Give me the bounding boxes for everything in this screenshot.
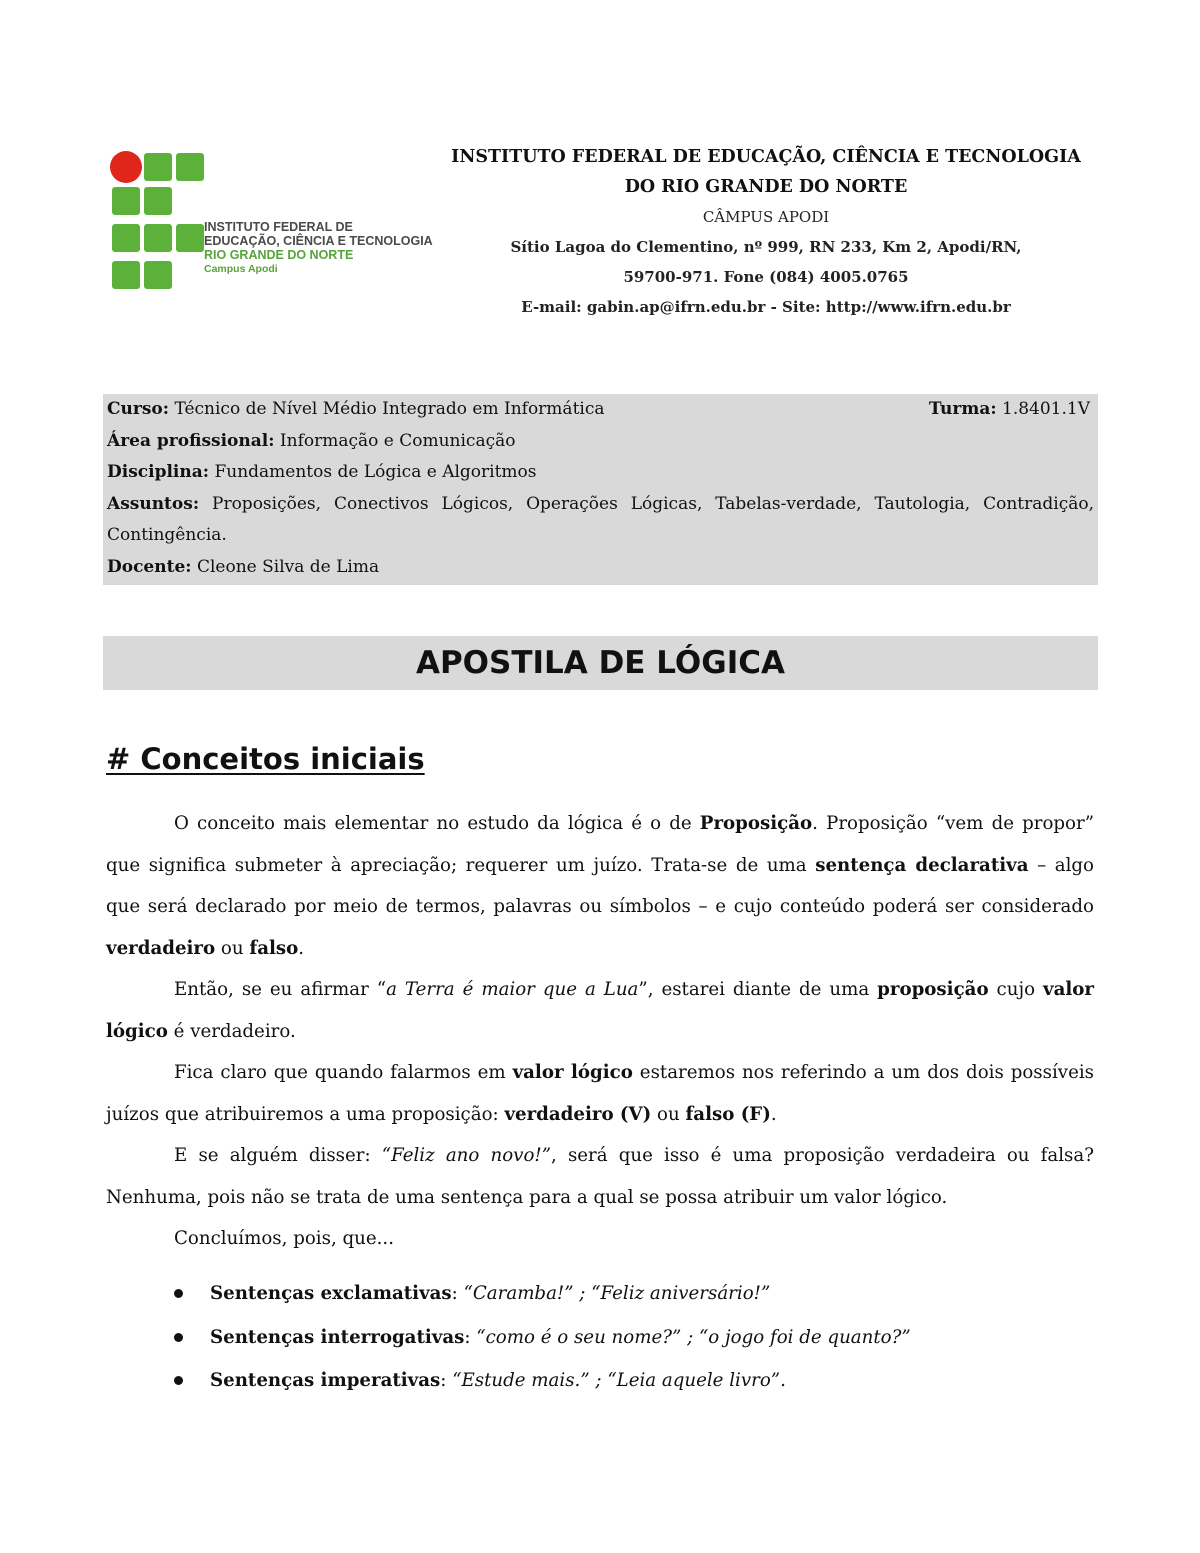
disciplina-value: Fundamentos de Lógica e Algoritmos xyxy=(209,462,537,482)
bullet-dot-icon xyxy=(174,1376,183,1385)
paragraph-2 xyxy=(106,969,1094,1052)
contact-line: E-mail: gabin.ap@ifrn.edu.br - Site: http://www.ifrn.edu.br xyxy=(521,298,1011,316)
bold-term: sentença declarativa xyxy=(815,854,1029,876)
logo-square xyxy=(144,224,172,252)
text-run: é verdadeiro. xyxy=(167,1020,296,1042)
bold-term: valor lógico xyxy=(106,979,1094,1042)
ifrn-logo xyxy=(108,148,433,298)
docente-label: Docente: xyxy=(107,556,192,577)
bullet-label: Sentenças imperativas xyxy=(210,1370,441,1391)
bullet-separator: : xyxy=(464,1326,477,1348)
curso-value: Técnico de Nível Médio Integrado em Informática xyxy=(169,399,605,419)
assuntos-line xyxy=(107,489,1094,552)
logo-line-1: INSTITUTO FEDERAL DE xyxy=(204,220,353,234)
list-item xyxy=(106,1316,1094,1360)
bold-term: falso (F) xyxy=(685,1103,771,1125)
text-run: ”, estarei diante de uma xyxy=(638,979,878,1000)
logo-red-dot xyxy=(110,151,142,183)
paragraph-3 xyxy=(106,1052,1094,1135)
logo-square xyxy=(112,224,140,252)
body-text xyxy=(106,803,1094,1260)
address-line-1: Sítio Lagoa do Clementino, nº 999, RN 233, Km 2, Apodi/RN, xyxy=(510,238,1022,256)
text-run: cujo xyxy=(988,979,1044,1000)
document-title: APOSTILA DE LÓGICA xyxy=(103,636,1098,690)
logo-square xyxy=(176,153,204,181)
bold-term: verdadeiro (V) xyxy=(504,1103,652,1125)
docente-line xyxy=(107,552,1094,584)
text-run: . xyxy=(298,937,305,959)
logo-square xyxy=(112,261,140,289)
italic-quote: a Terra é maior que a Lua xyxy=(386,979,639,1000)
italic-quote: “Feliz ano novo!” xyxy=(381,1145,551,1166)
paragraph-4 xyxy=(106,1135,1094,1218)
logo-line-2: EDUCAÇÃO, CIÊNCIA E TECNOLOGIA xyxy=(204,234,433,248)
bold-term: verdadeiro xyxy=(106,937,216,959)
course-info-box xyxy=(103,394,1098,585)
bold-term: Proposição xyxy=(699,813,813,834)
turma-value: 1.8401.1V xyxy=(996,399,1090,419)
bullet-separator: : xyxy=(440,1370,453,1391)
text-run: . Proposição “vem de propor” que significa submeter à apreciação; requerer um juízo. Trata-se de uma xyxy=(106,813,1094,876)
assuntos-label: Assuntos: xyxy=(107,493,200,514)
turma-line xyxy=(929,394,1090,426)
list-item xyxy=(106,1359,1094,1403)
logo-square xyxy=(176,224,204,252)
institution-line-2: DO RIO GRANDE DO NORTE xyxy=(624,177,908,197)
disciplina-line xyxy=(107,457,1094,489)
logo-squares xyxy=(108,148,208,294)
disciplina-label: Disciplina: xyxy=(107,462,210,482)
bullet-example: “como é o seu nome?” ; “o jogo foi de quanto?” xyxy=(476,1326,911,1348)
turma-label: Turma: xyxy=(928,399,997,419)
bullet-example: “Estude mais.” ; “Leia aquele livro”. xyxy=(452,1370,786,1391)
area-value: Informação e Comunicação xyxy=(274,430,516,451)
text-run: – algo que será declarado por meio de termos, palavras ou símbolos – e cujo conteúdo poderá ser considerado xyxy=(106,854,1094,917)
list-item xyxy=(106,1272,1094,1316)
institution-line-1: INSTITUTO FEDERAL DE EDUCAÇÃO, CIÊNCIA E TECNOLOGIA xyxy=(451,147,1081,167)
area-label: Área profissional: xyxy=(107,430,275,451)
logo-line-4: Campus Apodi xyxy=(204,263,278,275)
logo-square xyxy=(112,187,140,215)
assuntos-value: Proposições, Conectivos Lógicos, Operações Lógicas, Tabelas-verdade, Tautologia, Contradição, Contingência. xyxy=(107,493,1094,545)
docente-value: Cleone Silva de Lima xyxy=(191,556,380,577)
text-run: ou xyxy=(215,937,250,959)
text-run: Fica claro que quando falarmos em xyxy=(174,1062,513,1083)
sentence-types-list xyxy=(106,1272,1094,1403)
logo-line-3: RIO GRANDE DO NORTE xyxy=(204,248,354,262)
text-run: estaremos nos referindo a um dos dois possíveis juízos que atribuiremos a uma proposição: xyxy=(106,1062,1094,1125)
logo-square xyxy=(144,187,172,215)
section-heading: # Conceitos iniciais xyxy=(106,742,425,776)
text-run: Então, se eu afirmar “ xyxy=(174,979,387,1000)
bold-term: proposição xyxy=(877,979,989,1000)
bullet-dot-icon xyxy=(174,1333,183,1342)
bullet-dot-icon xyxy=(174,1289,183,1298)
logo-square xyxy=(144,153,172,181)
bold-term: valor lógico xyxy=(512,1062,633,1083)
address-line-2: 59700-971. Fone (084) 4005.0765 xyxy=(623,268,909,286)
text-run: ou xyxy=(651,1103,686,1125)
logo-wordmark xyxy=(204,220,434,276)
bullet-example: “Caramba!” ; “Feliz aniversário!” xyxy=(463,1283,771,1304)
area-line xyxy=(107,426,1094,458)
campus-name: CÂMPUS APODI xyxy=(702,208,830,226)
paragraph-1 xyxy=(106,803,1094,969)
bullet-separator: : xyxy=(451,1283,464,1304)
paragraph-5: Concluímos, pois, que... xyxy=(174,1228,394,1249)
text-run: . xyxy=(770,1103,777,1125)
bold-term: falso xyxy=(249,937,299,959)
bullet-label: Sentenças exclamativas xyxy=(210,1283,452,1304)
curso-label: Curso: xyxy=(107,399,170,419)
text-run: , será que isso é uma proposição verdadeira ou falsa? Nenhuma, pois não se trata de uma sentença para a qual se possa atribuir um valor lógico. xyxy=(106,1145,1094,1208)
institution-header xyxy=(430,142,1102,322)
text-run: O conceito mais elementar no estudo da lógica é o de xyxy=(174,813,700,834)
logo-square xyxy=(144,261,172,289)
text-run: E se alguém disser: xyxy=(174,1145,382,1166)
bullet-label: Sentenças interrogativas xyxy=(210,1326,465,1348)
